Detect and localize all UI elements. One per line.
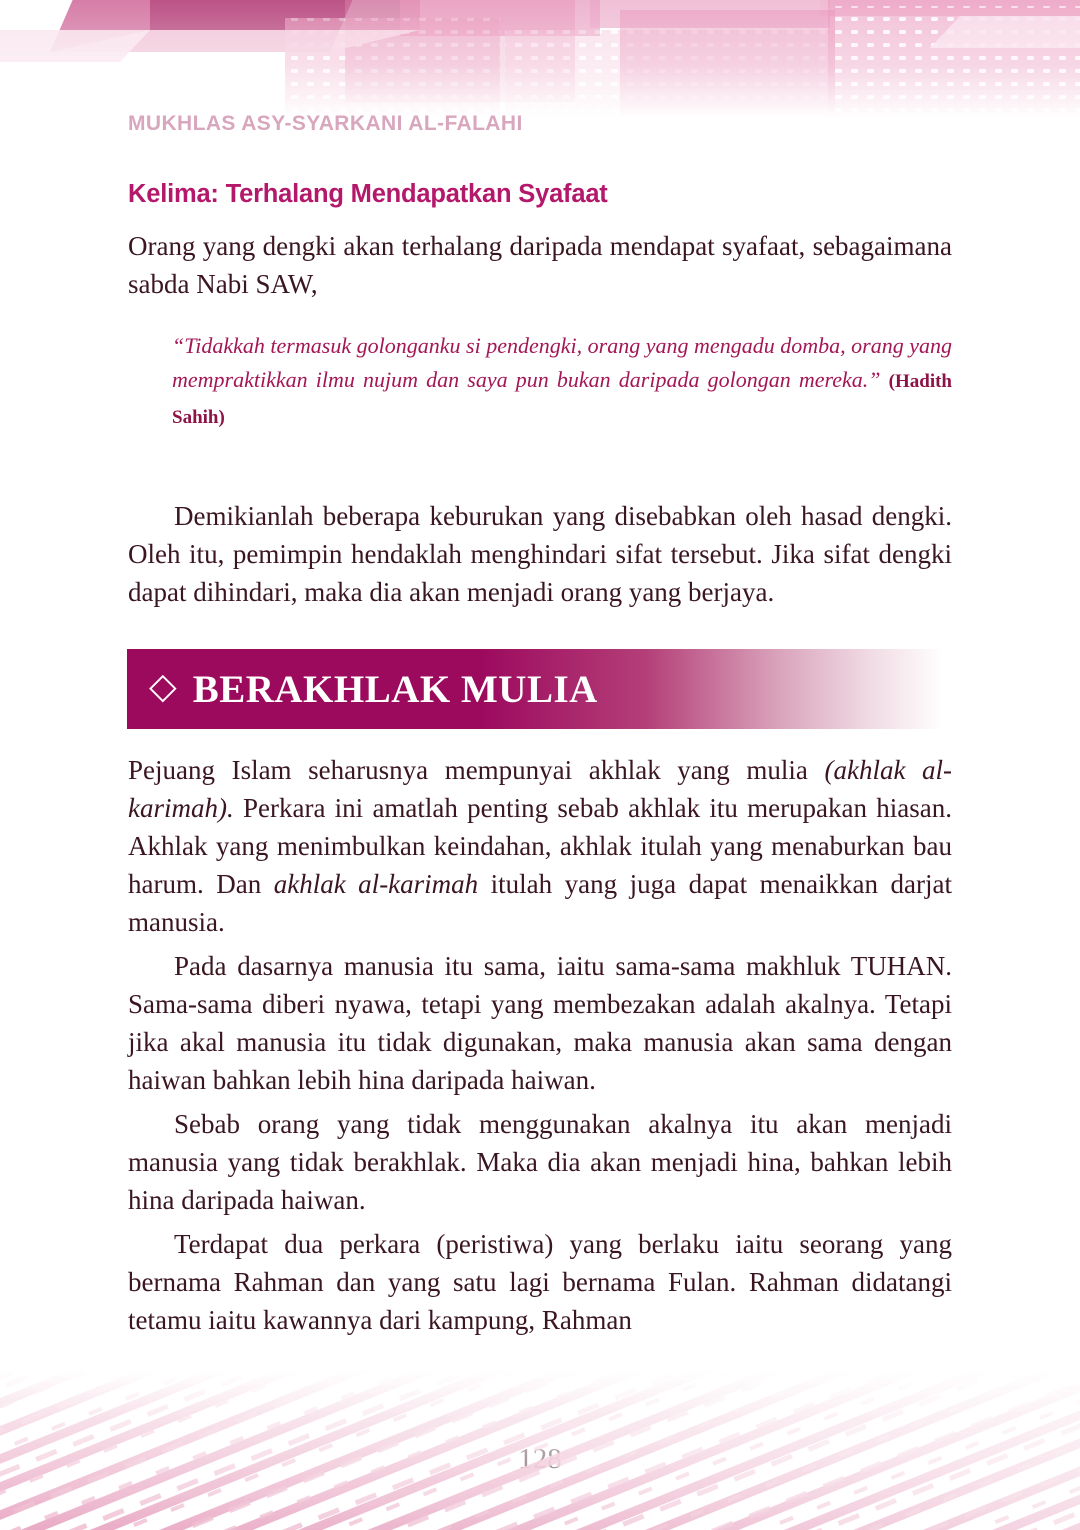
diamond-icon: ◇: [149, 666, 177, 707]
footer-decoration-graphic: [0, 1370, 1080, 1530]
hadith-quote-text: [172, 329, 952, 435]
sub-heading: Kelima: Terhalang Mendapatkan Syafaat: [128, 180, 608, 208]
section-banner-title: BERAKHLAK MULIA: [192, 667, 598, 711]
paragraph-akhlak: [128, 751, 952, 941]
footer-decoration: [0, 1370, 1080, 1530]
paragraph-6: Terdapat dua perkara (peristiwa) yang berlaku iaitu seorang yang bernama Rahman dan yang satu lagi bernama Fulan. Rahman didatangi tetamu iaitu kawannya dari kampung, Rahman: [128, 1229, 952, 1335]
akhlak-seg-2: Perkara ini amatlah penting sebab akhlak itu merupakan hiasan. Akhlak yang menimbulkan keindahan, akhlak itulah yang menaburkan bau harum. Dan: [128, 793, 952, 899]
akhlak-italic-2: akhlak al-karimah: [273, 869, 479, 899]
hadith-quote-source: (Hadith Sahih): [172, 371, 952, 428]
section-banner: [127, 649, 951, 729]
paragraph-2: Demikianlah beberapa keburukan yang disebabkan oleh hasad dengki. Oleh itu, pemimpin hendaklah menghindari sifat tersebut. Jika sifat dengki dapat dihindari, maka dia akan menjadi orang yang berjaya.: [128, 501, 952, 607]
paragraph-1: Orang yang dengki akan terhalang daripada mendapat syafaat, sebagaimana sabda Nabi SAW,: [128, 231, 952, 299]
akhlak-italic-1: (akhlak al-karimah).: [128, 755, 953, 823]
paragraph-5: Sebab orang yang tidak menggunakan akalnya itu akan menjadi manusia yang tidak berakhlak. Maka dia akan menjadi hina, bahkan lebih hina daripada haiwan.: [128, 1109, 952, 1215]
paragraph-4: Pada dasarnya manusia itu sama, iaitu sama-sama makhluk TUHAN. Sama-sama diberi nyawa, tetapi yang membezakan adalah akalnya. Tetapi jika akal manusia itu tidak digunakan, maka manusia akan sama dengan haiwan bahkan lebih hina daripada haiwan.: [128, 951, 952, 1095]
hadith-quote-block: [172, 329, 952, 435]
text-column: [128, 180, 952, 1345]
hadith-quote-body: “Tidakkah termasuk golonganku si pendengki, orang yang mengadu domba, orang yang mempraktikkan ilmu nujum dan saya pun bukan daripada golongan mereka.”: [172, 333, 952, 392]
akhlak-seg-3: itulah yang juga dapat menaikkan darjat manusia.: [128, 869, 953, 937]
akhlak-seg-1: Pejuang Islam seharusnya mempunyai akhlak yang mulia: [128, 755, 825, 785]
spacer: [128, 453, 952, 497]
running-head: MUKHLAS ASY-SYARKANI AL-FALAHI: [128, 112, 523, 135]
